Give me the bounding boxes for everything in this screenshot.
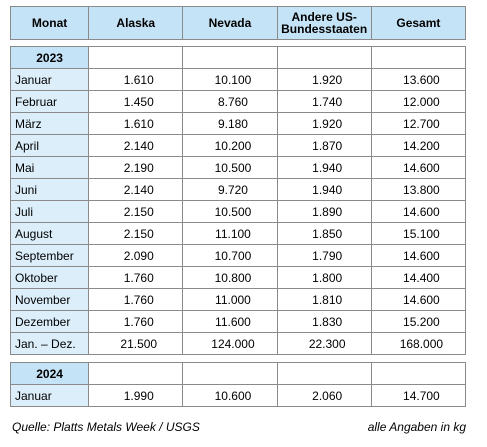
blank-cell — [277, 47, 371, 69]
year-row-2023 — [11, 47, 466, 69]
other-states-cell: 1.790 — [277, 245, 371, 267]
month-cell: Dezember — [11, 311, 89, 333]
other-states-cell: 1.830 — [277, 311, 371, 333]
month-cell: September — [11, 245, 89, 267]
other-states-cell: 1.740 — [277, 91, 371, 113]
year-label-2023: 2023 — [11, 47, 89, 69]
total-cell: 15.200 — [371, 311, 465, 333]
alaska-cell: 1.760 — [89, 289, 183, 311]
nevada-cell: 10.600 — [183, 385, 277, 407]
alaska-cell: 1.610 — [89, 113, 183, 135]
nevada-cell: 11.100 — [183, 223, 277, 245]
nevada-cell: 124.000 — [183, 333, 277, 355]
blank-cell — [183, 47, 277, 69]
month-cell: März — [11, 113, 89, 135]
table-row — [11, 91, 466, 113]
other-states-cell: 2.060 — [277, 385, 371, 407]
table-row — [11, 289, 466, 311]
table-row — [11, 333, 466, 355]
other-states-cell: 1.940 — [277, 157, 371, 179]
table-row — [11, 179, 466, 201]
month-cell: Juni — [11, 179, 89, 201]
header-row — [11, 7, 466, 40]
other-states-cell: 1.850 — [277, 223, 371, 245]
year-row-2024 — [11, 363, 466, 385]
alaska-cell: 21.500 — [89, 333, 183, 355]
alaska-cell: 2.140 — [89, 135, 183, 157]
alaska-cell: 1.450 — [89, 91, 183, 113]
header-alaska: Alaska — [89, 7, 183, 40]
other-states-cell: 1.810 — [277, 289, 371, 311]
total-cell: 14.400 — [371, 267, 465, 289]
month-cell: Jan. – Dez. — [11, 333, 89, 355]
nevada-cell: 8.760 — [183, 91, 277, 113]
unit-note: alle Angaben in kg — [367, 420, 466, 434]
nevada-cell: 10.200 — [183, 135, 277, 157]
month-cell: Januar — [11, 385, 89, 407]
month-cell: November — [11, 289, 89, 311]
month-cell: Februar — [11, 91, 89, 113]
nevada-cell: 11.000 — [183, 289, 277, 311]
total-cell: 12.000 — [371, 91, 465, 113]
alaska-cell: 2.150 — [89, 201, 183, 223]
total-cell: 15.100 — [371, 223, 465, 245]
nevada-cell: 10.800 — [183, 267, 277, 289]
total-cell: 13.600 — [371, 69, 465, 91]
table-row — [11, 135, 466, 157]
total-cell: 14.600 — [371, 157, 465, 179]
other-states-cell: 1.870 — [277, 135, 371, 157]
month-cell: August — [11, 223, 89, 245]
table-2024 — [10, 362, 466, 407]
nevada-cell: 10.700 — [183, 245, 277, 267]
alaska-cell: 1.610 — [89, 69, 183, 91]
table-row — [11, 157, 466, 179]
total-cell: 14.600 — [371, 201, 465, 223]
nevada-cell: 10.500 — [183, 157, 277, 179]
header-other-states-label: Andere US-Bundesstaaten — [281, 10, 368, 36]
alaska-cell: 1.760 — [89, 311, 183, 333]
month-cell: Januar — [11, 69, 89, 91]
total-cell: 14.600 — [371, 289, 465, 311]
month-cell: April — [11, 135, 89, 157]
total-cell: 14.700 — [371, 385, 465, 407]
table-2023 — [10, 46, 466, 355]
alaska-cell: 2.190 — [89, 157, 183, 179]
header-total: Gesamt — [371, 7, 465, 40]
table-row — [11, 69, 466, 91]
year-label-2024: 2024 — [11, 363, 89, 385]
other-states-cell: 1.890 — [277, 201, 371, 223]
other-states-cell: 1.940 — [277, 179, 371, 201]
nevada-cell: 10.100 — [183, 69, 277, 91]
total-cell: 14.200 — [371, 135, 465, 157]
header-table — [10, 6, 466, 40]
blank-cell — [371, 47, 465, 69]
alaska-cell: 2.150 — [89, 223, 183, 245]
total-cell: 12.700 — [371, 113, 465, 135]
alaska-cell: 1.990 — [89, 385, 183, 407]
other-states-cell: 1.920 — [277, 69, 371, 91]
blank-cell — [183, 363, 277, 385]
month-cell: Juli — [11, 201, 89, 223]
nevada-cell: 9.180 — [183, 113, 277, 135]
other-states-cell: 22.300 — [277, 333, 371, 355]
total-cell: 14.600 — [371, 245, 465, 267]
blank-cell — [89, 47, 183, 69]
header-nevada: Nevada — [183, 7, 277, 40]
other-states-cell: 1.800 — [277, 267, 371, 289]
blank-cell — [277, 363, 371, 385]
table-row — [11, 201, 466, 223]
header-month: Monat — [11, 7, 89, 40]
nevada-cell: 9.720 — [183, 179, 277, 201]
total-cell: 168.000 — [371, 333, 465, 355]
total-cell: 13.800 — [371, 179, 465, 201]
other-states-cell: 1.920 — [277, 113, 371, 135]
alaska-cell: 2.090 — [89, 245, 183, 267]
table-row — [11, 113, 466, 135]
table-row — [11, 311, 466, 333]
table-row — [11, 245, 466, 267]
header-other-states — [277, 7, 371, 40]
nevada-cell: 10.500 — [183, 201, 277, 223]
blank-cell — [371, 363, 465, 385]
table-row — [11, 223, 466, 245]
table-row — [11, 385, 466, 407]
month-cell: Mai — [11, 157, 89, 179]
table-row — [11, 267, 466, 289]
alaska-cell: 1.760 — [89, 267, 183, 289]
nevada-cell: 11.600 — [183, 311, 277, 333]
blank-cell — [89, 363, 183, 385]
alaska-cell: 2.140 — [89, 179, 183, 201]
month-cell: Oktober — [11, 267, 89, 289]
source-note: Quelle: Platts Metals Week / USGS — [12, 420, 200, 434]
